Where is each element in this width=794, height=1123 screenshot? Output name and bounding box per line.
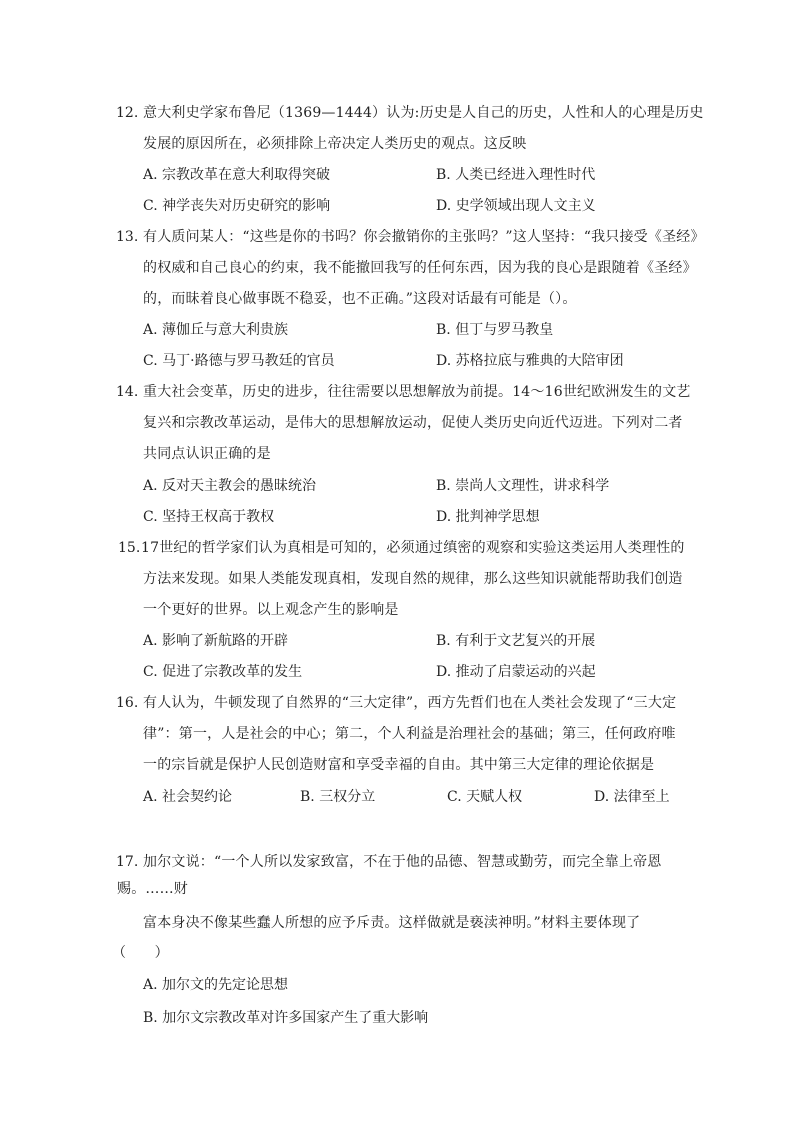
question-text: 17世纪的哲学家们认为真相是可知的，必须通过缜密的观察和实验这类运用人类理性的: [141, 540, 685, 556]
question-text: 一的宗旨就是保护人民创造财富和享受幸福的自由。其中第三大定律的理论依据是: [143, 757, 655, 773]
question-text: 发展的原因所在，必须排除上帝决定人类历史的观点。这反映: [143, 136, 527, 152]
option-b[interactable]: B. 三权分立: [300, 789, 376, 805]
question-text: 律”：第一，人是社会的中心；第二，个人利益是治理社会的基础；第三，任何政府唯: [143, 726, 676, 742]
question-text: 有人认为，牛顿发现了自然界的“三大定律”，西方先哲们也在人类社会发现了“三大定: [143, 695, 677, 711]
option-b[interactable]: B. 崇尚人文理性，讲求科学: [436, 478, 610, 494]
question-text: 共同点认识正确的是: [143, 446, 271, 462]
option-d[interactable]: D. 推动了启蒙运动的兴起: [436, 664, 596, 680]
option-d[interactable]: D. 苏格拉底与雅典的大陪审团: [436, 353, 624, 369]
question-text: 加尔文说：“一个人所以发家致富，不在于他的品德、智慧或勤劳，而完全靠上帝恩: [143, 854, 662, 870]
option-b[interactable]: B. 有利于文艺复兴的开展: [436, 633, 596, 649]
question-text: 方法来发现。如果人类能发现真相，发现自然的规律，那么这些知识就能帮助我们创造: [143, 571, 683, 587]
question-number: 15.: [118, 540, 141, 556]
option-a[interactable]: A. 薄伽丘与意大利贵族: [143, 322, 289, 338]
option-b[interactable]: B. 加尔文宗教改革对许多国家产生了重大影响: [143, 1010, 429, 1026]
option-a[interactable]: A. 宗教改革在意大利取得突破: [143, 167, 331, 183]
option-d[interactable]: D. 批判神学思想: [436, 509, 540, 525]
option-c[interactable]: C. 马丁·路德与罗马教廷的官员: [143, 353, 335, 369]
option-b[interactable]: B. 人类已经进入理性时代: [436, 167, 596, 183]
option-c[interactable]: C. 神学丧失对历史研究的影响: [143, 198, 331, 214]
question-number: 16.: [116, 695, 139, 711]
question-text: 的，而昧着良心做事既不稳妥，也不正确。”这段对话最有可能是（）。: [143, 291, 577, 307]
option-c[interactable]: C. 促进了宗教改革的发生: [143, 664, 303, 680]
option-c[interactable]: C. 天赋人权: [447, 789, 523, 805]
question-number: 12.: [116, 105, 139, 121]
option-a[interactable]: A. 影响了新航路的开辟: [143, 633, 289, 649]
question-text: 重大社会变革，历史的进步，往往需要以思想解放为前提。14～16世纪欧洲发生的文艺: [143, 384, 691, 400]
option-d[interactable]: D. 史学领域出现人文主义: [436, 198, 596, 214]
question-text: 复兴和宗教改革运动，是伟大的思想解放运动，促使人类历史向近代迈进。下列对二者: [143, 415, 683, 431]
question-number: 14.: [116, 384, 139, 400]
answer-blank: （ ）: [112, 945, 169, 961]
question-text: 富本身决不像某些蠢人所想的应予斥责。这样做就是亵渎神明。”材料主要体现了: [143, 915, 641, 931]
option-a[interactable]: A. 加尔文的先定论思想: [143, 977, 289, 993]
question-text: 有人质问某人：“这些是你的书吗？你会撤销你的主张吗？”这人坚持：“我只接受《圣经》: [143, 229, 705, 245]
question-number: 17.: [116, 854, 139, 870]
question-text: 一个更好的世界。以上观念产生的影响是: [143, 602, 399, 618]
question-text: 意大利史学家布鲁尼（1369—1444）认为:历史是人自己的历史，人性和人的心理是历史: [143, 105, 704, 121]
option-a[interactable]: A. 反对天主教会的愚昧统治: [143, 478, 317, 494]
option-a[interactable]: A. 社会契约论: [143, 789, 233, 805]
option-b[interactable]: B. 但丁与罗马教皇: [436, 322, 554, 338]
question-text: 的权威和自己良心的约束，我不能撤回我写的任何东西，因为我的良心是跟随着《圣经》: [143, 260, 697, 276]
option-d[interactable]: D. 法律至上: [594, 789, 670, 805]
question-text: 赐。……财: [117, 881, 188, 897]
option-c[interactable]: C. 坚持王权高于教权: [143, 509, 275, 525]
question-number: 13.: [116, 229, 139, 245]
